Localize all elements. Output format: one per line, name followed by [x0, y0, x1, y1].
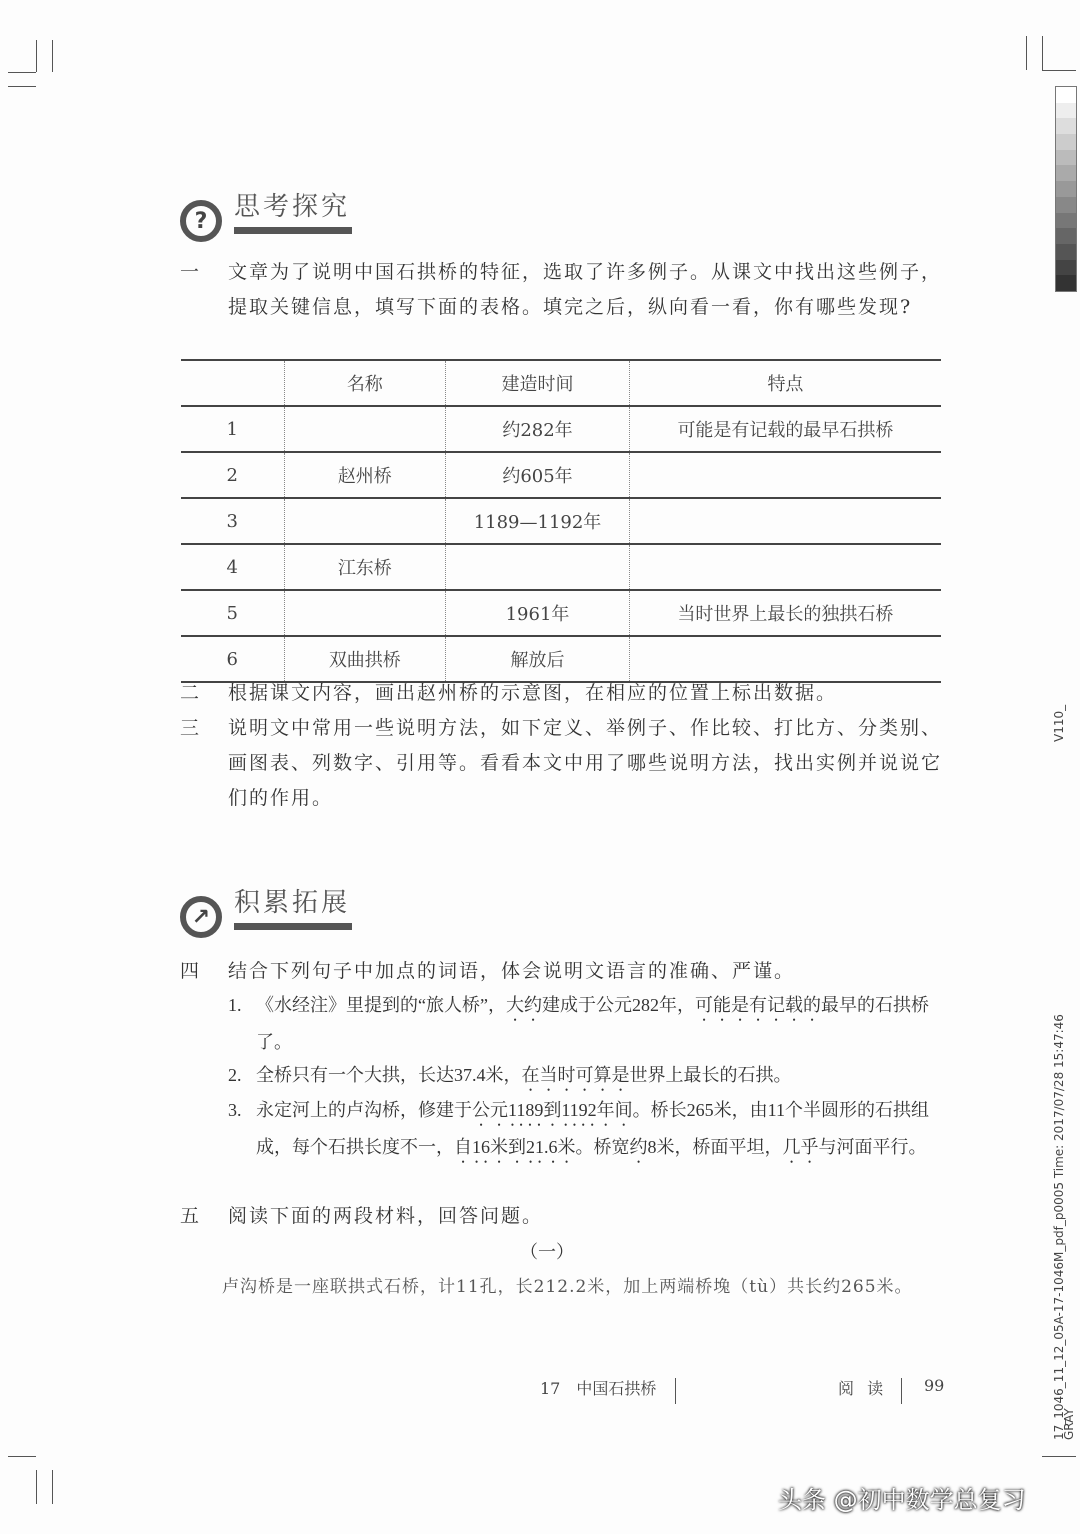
- table-cell: [629, 498, 941, 544]
- crop-mark: [8, 86, 36, 87]
- crop-mark: [52, 1470, 53, 1504]
- emphasized-words: 在当时可算是: [521, 1065, 630, 1085]
- arrow-circle-icon: ↗: [180, 896, 222, 938]
- crop-mark: [1042, 36, 1043, 70]
- emphasized-words: 大约: [505, 995, 542, 1015]
- table-cell: 4: [181, 544, 284, 590]
- crop-mark: [52, 40, 53, 72]
- table-cell: 赵州桥: [284, 452, 446, 498]
- item-number: 2.: [228, 1065, 242, 1085]
- margin-code: V110_: [1052, 704, 1066, 742]
- material-text: 卢沟桥是一座联拱式石桥，计11孔，长212.2米，加上两端桥堍（tù）共长约265米。: [222, 1277, 913, 1297]
- print-info: 17_1046_11_12_05A-17-1046M_pdf_p0005 Time: 2017/07/28 15:47:46: [1052, 1014, 1066, 1440]
- crop-mark: [8, 72, 36, 73]
- material-part-label: （一）: [520, 1242, 574, 1263]
- table-cell: [446, 544, 630, 590]
- crop-mark: [1026, 36, 1027, 70]
- footer-unit: 阅 读: [838, 1379, 888, 1398]
- table-row: [181, 406, 941, 452]
- section-header-accumulate: [180, 882, 352, 938]
- question-5: [180, 1199, 942, 1234]
- sentence-text: 。桥长265米，由11个半圆形的石拱组成，每个石拱长度不一，: [256, 1100, 930, 1157]
- question-number: 二: [180, 682, 202, 704]
- sentence-text: 建成于公元282年，: [541, 995, 695, 1015]
- table-cell: 6: [181, 636, 284, 682]
- sentence-text: 8米，桥面平坦，: [647, 1137, 783, 1157]
- question-2: [180, 676, 942, 711]
- table-cell: [629, 452, 941, 498]
- sentence-text: 与河面平行。: [818, 1137, 927, 1157]
- table-cell: [284, 590, 446, 636]
- table-header-row: [181, 360, 941, 406]
- question-text: 阅读下面的两段材料，回答问题。: [228, 1205, 544, 1227]
- footer-lesson: 17 中国石拱桥: [540, 1379, 657, 1398]
- section-header-think: [180, 186, 352, 242]
- table-cell: 5: [181, 590, 284, 636]
- sentence-text: 世界上最长的石拱。: [629, 1065, 792, 1085]
- question-4: [180, 954, 942, 989]
- sentence-2: [228, 1058, 943, 1095]
- table-cell: 约282年: [446, 406, 630, 452]
- sentence-text: 全桥只有一个大拱，长达37.4米，: [256, 1065, 522, 1085]
- question-number: 四: [180, 960, 202, 982]
- table-row: [181, 544, 941, 590]
- item-number: 3.: [228, 1100, 242, 1120]
- table-cell: 江东桥: [284, 544, 446, 590]
- sentence-text: 。桥宽: [575, 1137, 630, 1157]
- question-text: 根据课文内容，画出赵州桥的示意图，在相应的位置上标出数据。: [228, 682, 838, 704]
- emphasized-words: 几乎: [782, 1137, 819, 1157]
- table-cell: [629, 544, 941, 590]
- column-header: 名称: [284, 360, 446, 406]
- crop-mark: [36, 1470, 37, 1504]
- table-cell: 当时世界上最长的独拱石桥: [629, 590, 941, 636]
- table-cell: 1961年: [446, 590, 630, 636]
- sentence-text: 《水经注》里提到的“旅人桥”，: [256, 995, 506, 1015]
- section-title: 积累拓展: [234, 882, 352, 930]
- table-cell: 1: [181, 406, 284, 452]
- table-cell: 约605年: [446, 452, 630, 498]
- table-cell: 可能是有记载的最早石拱桥: [629, 406, 941, 452]
- table-row: [181, 452, 941, 498]
- section-title: 思考探究: [234, 186, 352, 234]
- column-header: 特点: [629, 360, 941, 406]
- question-number: 五: [180, 1205, 202, 1227]
- watermark: 头条 @初中数学总复习: [778, 1486, 1026, 1514]
- question-text: 文章为了说明中国石拱桥的特征，选取了许多例子。从课文中找出这些例子，提取关键信息，填写下面的表格。填完之后，纵向看一看，你有哪些发现?: [228, 261, 943, 318]
- table-cell: 3: [181, 498, 284, 544]
- table-cell: [284, 406, 446, 452]
- sentence-3: [228, 1093, 943, 1167]
- table-cell: 双曲拱桥: [284, 636, 446, 682]
- table-row: [181, 590, 941, 636]
- emphasized-words: 公元1189到1192年间: [472, 1100, 633, 1120]
- sentence-1: [228, 988, 943, 1060]
- table-cell: [284, 498, 446, 544]
- question-text: 结合下列句子中加点的词语，体会说明文语言的准确、严谨。: [228, 960, 796, 982]
- column-header: 建造时间: [446, 360, 630, 406]
- gray-scale-bar: [1055, 86, 1077, 292]
- emphasized-words: 约: [629, 1137, 648, 1157]
- table-cell: 2: [181, 452, 284, 498]
- bridge-table: [181, 359, 941, 683]
- crop-mark: [8, 1456, 36, 1457]
- footer-divider: [901, 1378, 902, 1404]
- column-header: [181, 360, 284, 406]
- table-cell: 1189—1192年: [446, 498, 630, 544]
- question-number: 三: [180, 717, 202, 739]
- question-1: [180, 255, 942, 325]
- page-number: 99: [924, 1376, 945, 1395]
- question-number: 一: [180, 261, 202, 283]
- question-3: [180, 711, 942, 816]
- emphasized-words: 可能是有记载的: [694, 995, 821, 1015]
- crop-mark: [36, 40, 37, 72]
- question-icon: ?: [180, 200, 222, 242]
- item-number: 1.: [228, 995, 242, 1015]
- sentence-text: 永定河上的卢沟桥，修建于: [256, 1100, 472, 1120]
- emphasized-words: 自16米到21.6米: [454, 1137, 576, 1157]
- crop-mark: [1042, 70, 1076, 71]
- crop-mark: [1042, 1456, 1076, 1457]
- question-text: 说明文中常用一些说明方法，如下定义、举例子、作比较、打比方、分类别、画图表、列数字、引用等。看看本文中用了哪些说明方法，找出实例并说说它们的作用。: [228, 717, 943, 809]
- footer-divider: [675, 1378, 676, 1404]
- sentence-text: 最早的石拱桥了。: [256, 995, 929, 1052]
- gray-label: GRAY: [1062, 1408, 1076, 1440]
- table-row: [181, 498, 941, 544]
- table-cell: 解放后: [446, 636, 630, 682]
